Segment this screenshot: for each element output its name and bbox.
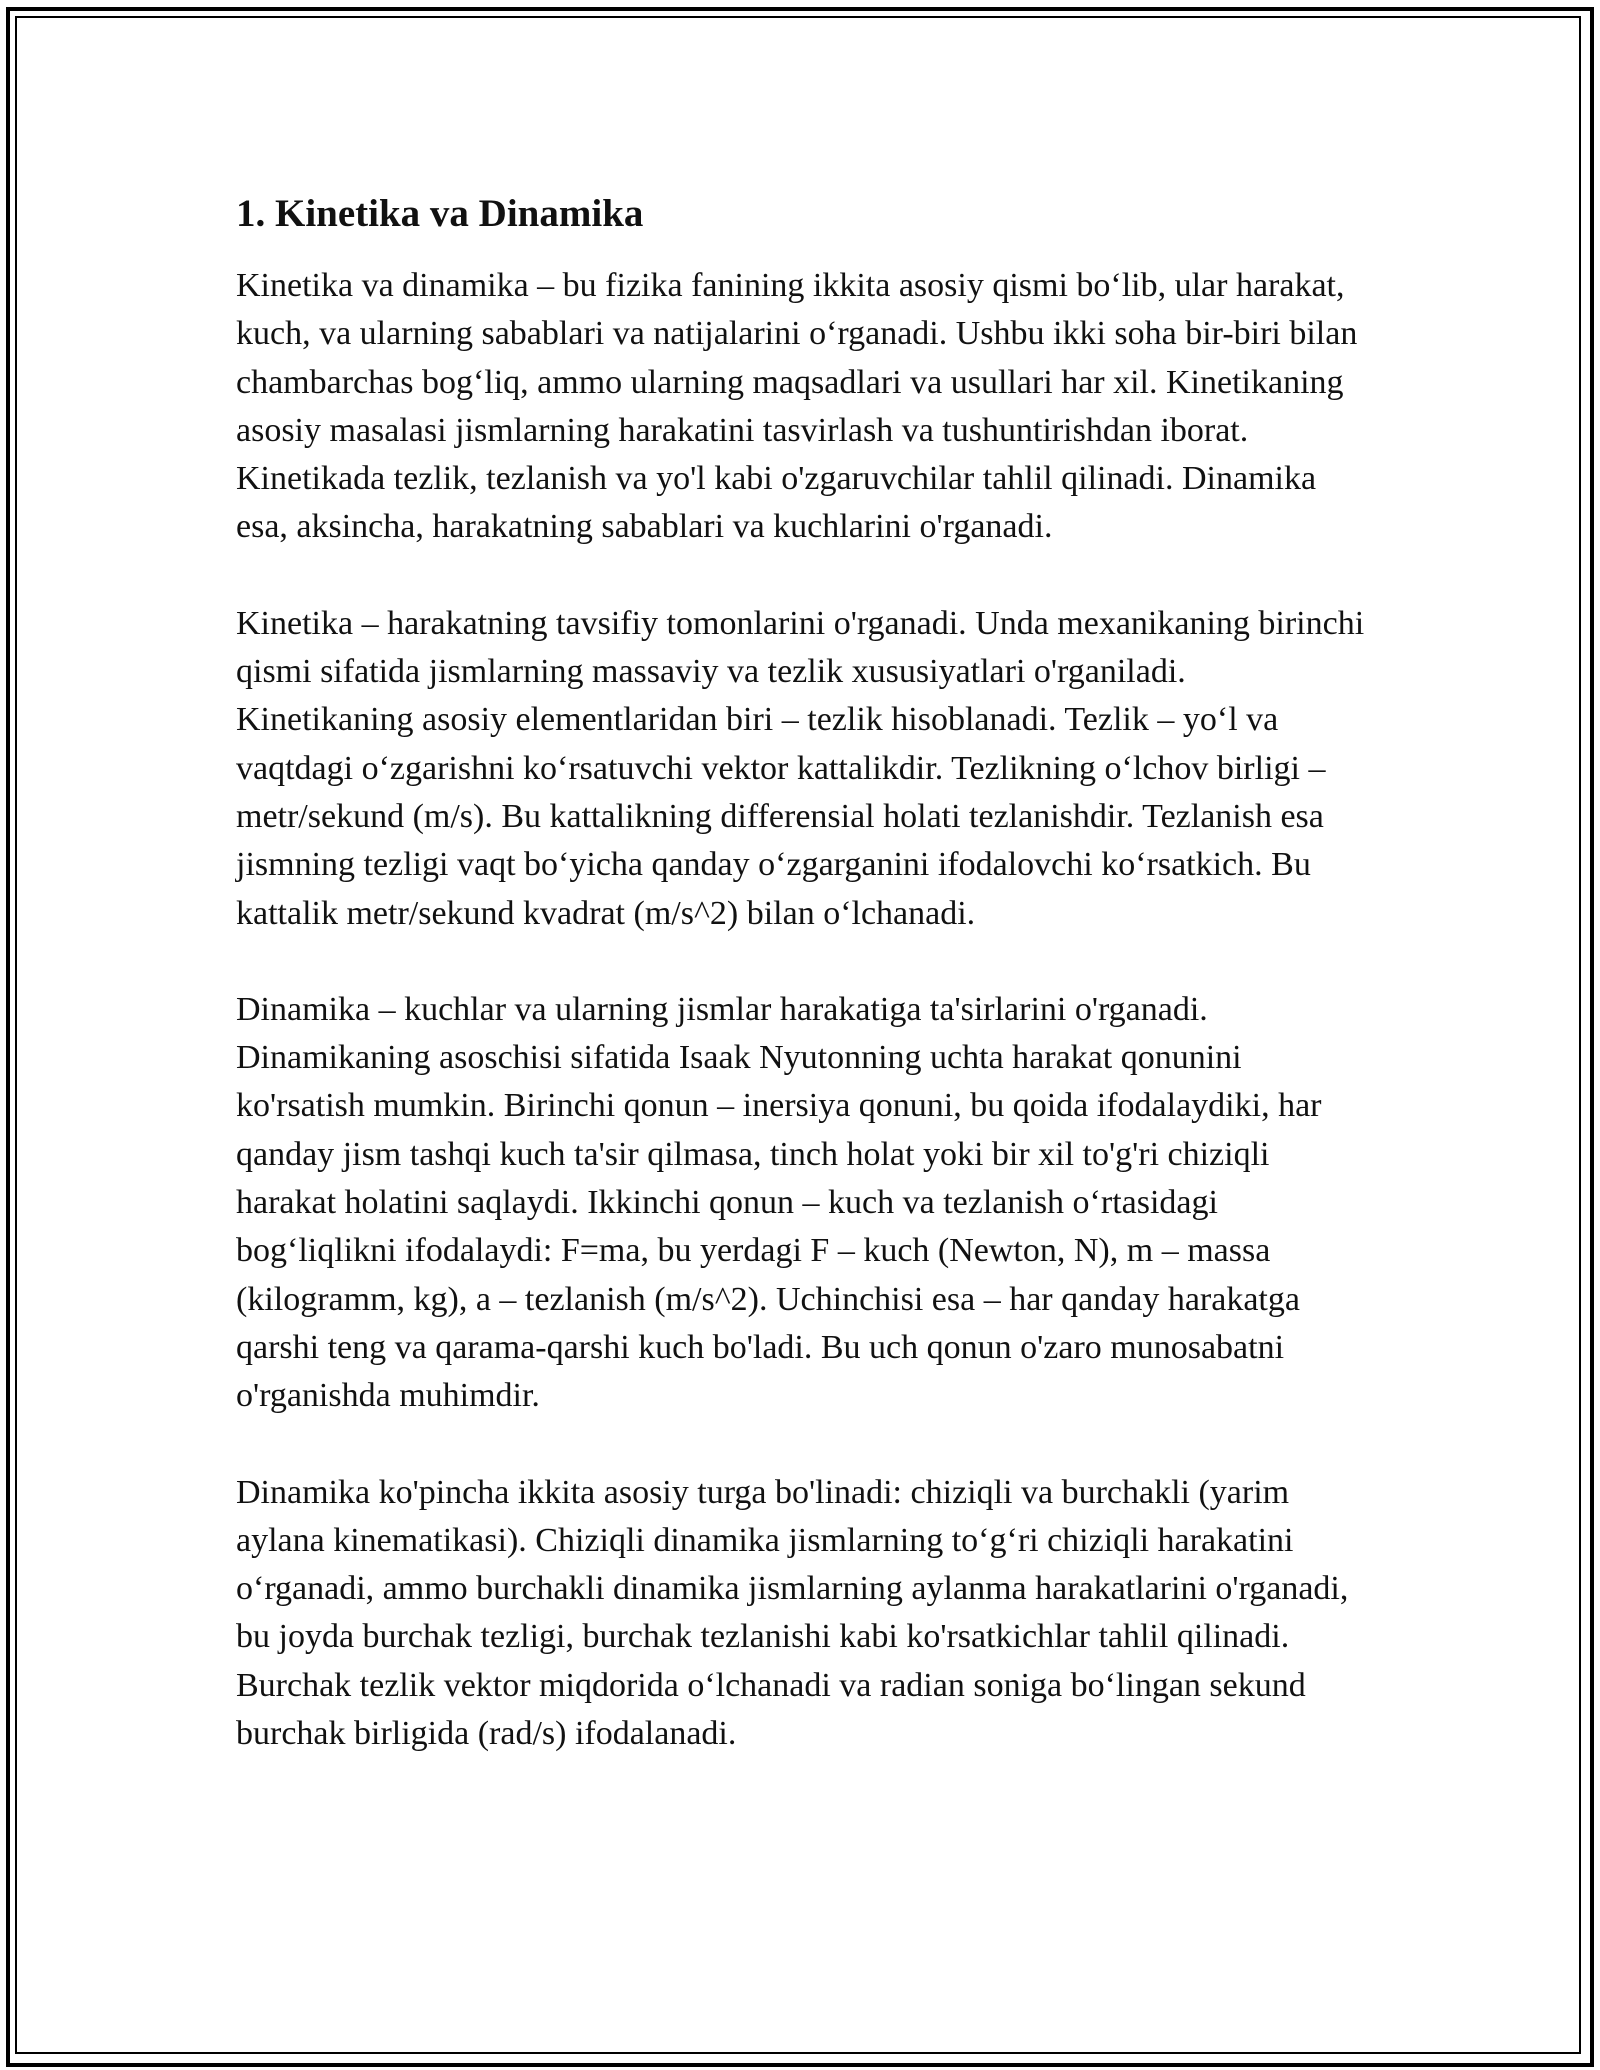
- document-body: [236, 186, 1366, 1806]
- paragraph-intro: Kinetika va dinamika – bu fizika fanining ikkita asosiy qismi bo‘lib, ular harakat, kuch, va ularning sabablari va natijalarini o‘rganadi. Ushbu ikki soha bir-biri bilan chambarchas bog‘liq, ammo ularning maqsadlari va usullari har xil. Kinetikaning asosiy masalasi jismlarning harakatini tasvirlash va tushuntirishdan iborat. Kinetikada tezlik, tezlanish va yo'l kabi o'zgaruvchilar tahlil qilinadi. Dinamika esa, aksincha, harakatning sabablari va kuchlarini o'rganadi.: [236, 267, 1358, 546]
- paragraph-dinamika-types: Dinamika ko'pincha ikkita asosiy turga bo'linadi: chiziqli va burchakli (yarim aylana kinematikasi). Chiziqli dinamika jismlarning to‘g‘ri chiziqli harakatini o‘rganadi, ammo burchakli dinamika jismlarning aylanma harakatlarini o'rganadi, bu joyda burchak tezligi, burchak tezlanishi kabi ko'rsatkichlar tahlil qilinadi. Burchak tezlik vektor miqdorida o‘lchanadi va radian soniga bo‘lingan sekund burchak birligida (rad/s) ifodalanadi.: [236, 1473, 1349, 1753]
- paragraph-kinetika: Kinetika – harakatning tavsifiy tomonlarini o'rganadi. Unda mexanikaning birinchi qismi sifatida jismlarning massaviy va tezlik xususiyatlari o'rganiladi. Kinetikaning asosiy elementlaridan biri – tezlik hisoblanadi. Tezlik – yo‘l va vaqtdagi o‘zgarishni ko‘rsatuvchi vektor kattalikdir. Tezlikning o‘lchov birligi – metr/sekund (m/s). Bu kattalikning differensial holati tezlanishdir. Tezlanish esa jismning tezligi vaqt bo‘yicha qanday o‘zgarganini ifodalovchi ko‘rsatkich. Bu kattalik metr/sekund kvadrat (m/s^2) bilan o‘lchanadi.: [236, 604, 1365, 932]
- section-heading: 1. Kinetika va Dinamika: [236, 192, 644, 235]
- paragraph-dinamika: Dinamika – kuchlar va ularning jismlar harakatiga ta'sirlarini o'rganadi. Dinamikaning asoschisi sifatida Isaak Nyutonning uchta harakat qonunini ko'rsatish mumkin. Birinchi qonun – inersiya qonuni, bu qoida ifodalaydiki, har qanday jism tashqi kuch ta'sir qilmasa, tinch holat yoki bir xil to'g'ri chiziqli harakat holatini saqlaydi. Ikkinchi qonun – kuch va tezlanish o‘rtasidagi bog‘liqlikni ifodalaydi: F=ma, bu yerdagi F – kuch (Newton, N), m – massa (kilogramm, kg), a – tezlanish (m/s^2). Uchinchisi esa – har qanday harakatga qarshi teng va qarama-qarshi kuch bo'ladi. Bu uch qonun o'zaro munosabatni o'rganishda muhimdir.: [236, 990, 1322, 1415]
